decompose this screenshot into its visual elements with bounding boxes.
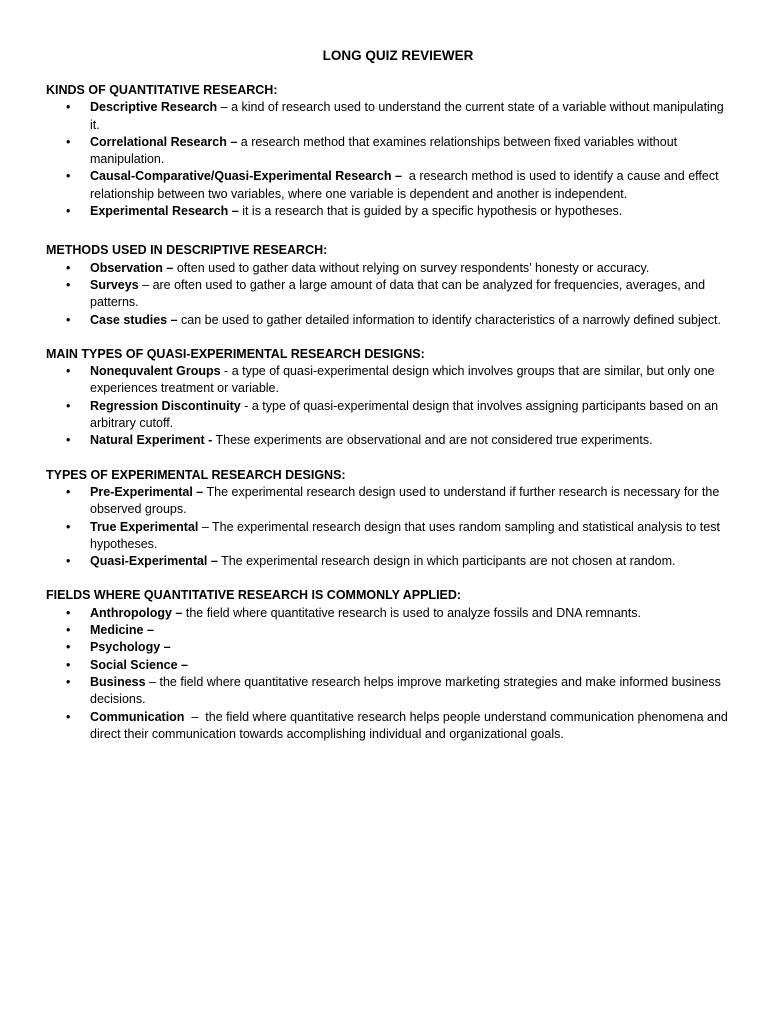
list-item	[46, 277, 728, 312]
item-description: a research method that examines relationships between fixed variables without manipulation.	[90, 134, 678, 167]
section-fields-applied	[46, 587, 728, 743]
bullet-icon: •	[66, 623, 71, 638]
item-term: Observation –	[90, 260, 174, 275]
bullet-icon: •	[66, 100, 71, 115]
item-description: the field where quantitative research helps people understand communication phenomena and direct their communication towards accomplishing individual and organizational goals.	[90, 709, 728, 741]
item-separator: -	[240, 398, 252, 413]
list-item	[46, 312, 728, 329]
list-item	[46, 363, 728, 398]
item-description: it is a research that is guided by a specific hypothesis or hypotheses.	[242, 204, 623, 219]
bullet-list	[46, 260, 728, 329]
item-term: Causal-Comparative/Quasi-Experimental Research –	[90, 169, 402, 184]
bullet-list	[46, 605, 728, 743]
item-separator: –	[138, 277, 153, 292]
item-description: can be used to gather detailed information to identify characteristics of a narrowly defined subject.	[181, 312, 721, 327]
item-description: These experiments are observational and are not considered true experiments.	[215, 433, 653, 448]
list-item	[46, 484, 728, 519]
list-item	[46, 553, 728, 570]
bullet-icon: •	[66, 260, 71, 275]
item-term: Business	[90, 674, 146, 689]
bullet-icon: •	[66, 364, 71, 379]
bullet-icon: •	[66, 312, 71, 327]
item-separator: –	[217, 100, 232, 115]
item-description: a research method is used to identify a cause and effect relationship between two variables, where one variable is dependent and another is independent.	[90, 169, 719, 201]
item-term: Medicine –	[90, 623, 154, 638]
item-description: The experimental research design in which participants are not chosen at random.	[221, 554, 676, 569]
bullet-icon: •	[66, 204, 71, 219]
bullet-icon: •	[66, 134, 71, 149]
list-item	[46, 168, 728, 203]
list-item	[46, 203, 728, 220]
bullet-list	[46, 363, 728, 449]
document-title: LONG QUIZ REVIEWER	[322, 48, 474, 63]
section-heading: FIELDS WHERE QUANTITATIVE RESEARCH IS COMMONLY APPLIED:	[46, 588, 462, 603]
bullet-icon: •	[66, 657, 71, 672]
item-term: Quasi-Experimental –	[90, 554, 218, 569]
section-methods-descriptive-research	[46, 242, 728, 328]
list-item	[46, 134, 728, 169]
item-description: often used to gather data without relying on survey respondents’ honesty or accuracy.	[176, 260, 650, 275]
list-item	[46, 639, 728, 656]
item-term: Case studies –	[90, 312, 178, 327]
item-separator: –	[145, 674, 160, 689]
item-term: Psychology –	[90, 640, 171, 655]
list-item	[46, 709, 728, 744]
item-description: a kind of research used to understand the current state of a variable without manipulating it.	[90, 100, 724, 132]
bullet-icon: •	[66, 554, 71, 569]
item-term: Social Science –	[90, 657, 188, 672]
item-separator: –	[184, 709, 206, 724]
list-item	[46, 622, 728, 639]
item-description: are often used to gather a large amount of data that can be analyzed for frequencies, averages, and patterns.	[90, 277, 706, 310]
bullet-icon: •	[66, 433, 71, 448]
section-quasi-experimental-designs	[46, 346, 728, 450]
item-description: a type of quasi-experimental design which involves groups that are similar, but only one experiences treatment or variable.	[90, 364, 715, 396]
item-term: Communication	[90, 709, 185, 724]
section-heading: MAIN TYPES OF QUASI-EXPERIMENTAL RESEARCH DESIGNS:	[46, 346, 425, 361]
list-item	[46, 519, 728, 554]
bullet-list	[46, 99, 728, 220]
item-description: a type of quasi-experimental design that involves assigning participants based on an arbitrary cutoff.	[90, 398, 719, 431]
item-separator: –	[198, 519, 213, 534]
list-item	[46, 260, 728, 277]
list-item	[46, 674, 728, 709]
bullet-icon: •	[66, 709, 71, 724]
item-term: Regression Discontinuity	[90, 398, 241, 413]
bullet-list	[46, 484, 728, 570]
item-description: The experimental research design that uses random sampling and statistical analysis to test hypotheses.	[90, 519, 720, 551]
bullet-icon: •	[66, 640, 71, 655]
item-term: Anthropology –	[90, 605, 183, 620]
bullet-icon: •	[66, 277, 71, 292]
list-item	[46, 99, 728, 134]
bullet-icon: •	[66, 605, 71, 620]
section-heading: TYPES OF EXPERIMENTAL RESEARCH DESIGNS:	[46, 467, 346, 482]
list-item	[46, 398, 728, 433]
item-term: Experimental Research –	[90, 204, 239, 219]
bullet-icon: •	[66, 519, 71, 534]
item-separator	[402, 169, 409, 183]
section-heading: KINDS OF QUANTITATIVE RESEARCH:	[46, 83, 278, 97]
list-item	[46, 657, 728, 674]
section-experimental-designs	[46, 467, 728, 571]
section-kinds-of-quantitative-research	[46, 82, 728, 220]
item-term: Pre-Experimental –	[90, 484, 204, 499]
item-description: The experimental research design used to understand if further research is necessary for the observed groups.	[90, 484, 720, 517]
item-description: the field where quantitative research is used to analyze fossils and DNA remnants.	[185, 605, 641, 620]
item-term: True Experimental	[90, 519, 199, 534]
list-item	[46, 605, 728, 622]
bullet-icon: •	[66, 484, 71, 499]
item-term: Surveys	[90, 277, 139, 292]
list-item	[46, 432, 728, 449]
item-separator: -	[220, 364, 232, 379]
item-term: Descriptive Research	[90, 100, 218, 115]
item-term: Nonequvalent Groups	[90, 364, 221, 379]
bullet-icon: •	[66, 169, 71, 184]
bullet-icon: •	[66, 398, 71, 413]
item-term: Natural Experiment -	[90, 433, 213, 448]
item-term: Correlational Research –	[90, 134, 238, 149]
item-description: the field where quantitative research helps improve marketing strategies and make informed business decisions.	[90, 674, 721, 707]
section-heading: METHODS USED IN DESCRIPTIVE RESEARCH:	[46, 243, 328, 258]
bullet-icon: •	[66, 674, 71, 689]
